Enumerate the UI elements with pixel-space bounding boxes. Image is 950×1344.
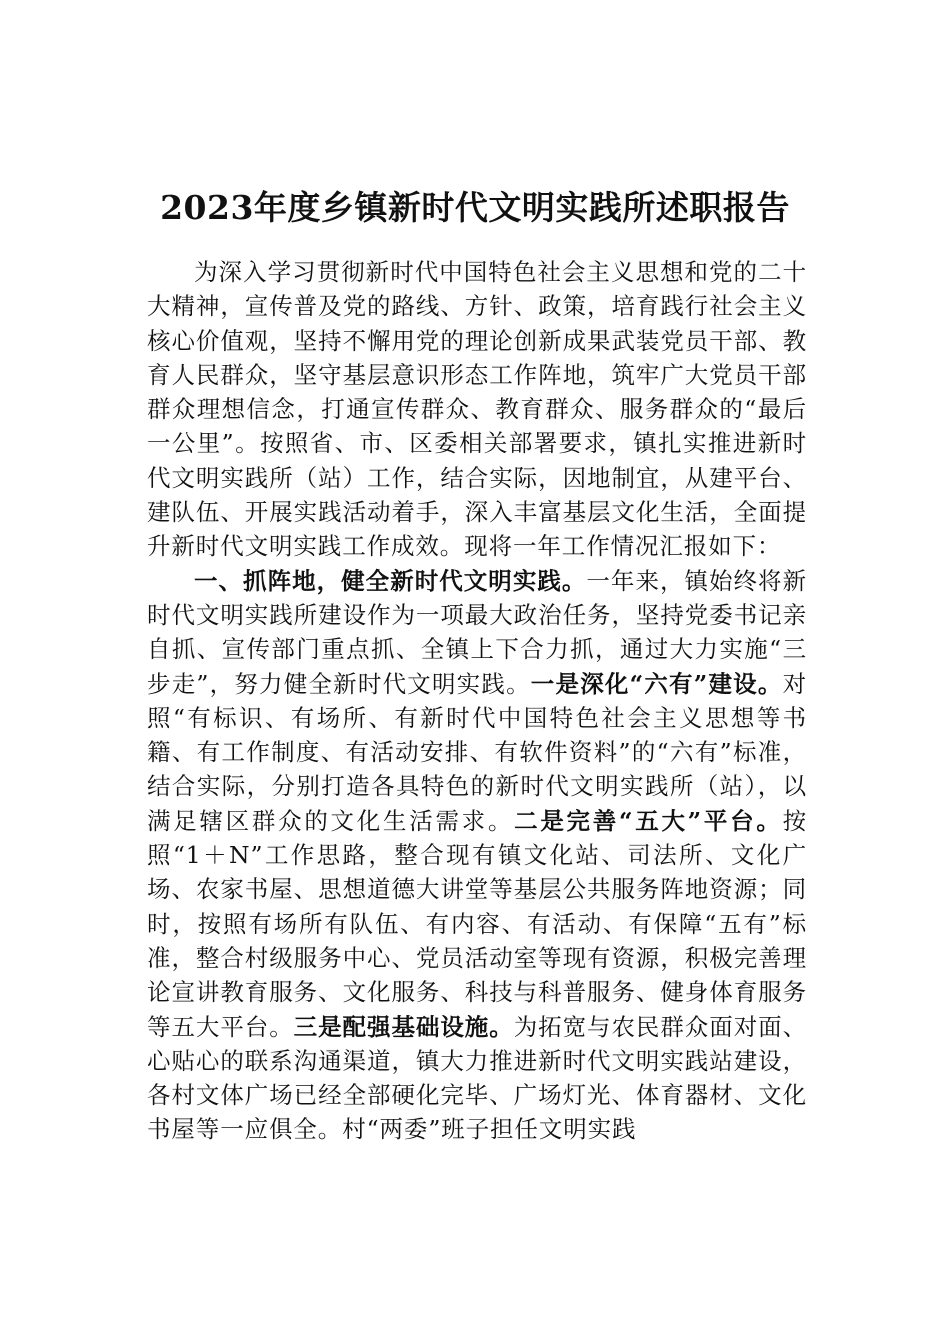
paragraph-text: 按照“1＋N”工作思路，整合现有镇文化站、司法所、文化广场、农家书屋、思想道德大讲堂等基层公共服务阵地资源；同时，按照有场所有队伍、有内容、有活动、有保障“五有”标准，整合村级服务中心、党员活动室等现有资源，积极完善理论宣讲教育服务、文化服务、科技与科普服务、健身体育服务等五大平台。 [147,806,807,1041]
intro-paragraph [147,255,807,564]
subsection-heading: 二是完善“五大”平台。 [514,806,783,835]
subsection-heading: 一是深化“六有”建设。 [530,669,783,698]
paragraph-text: 对照“有标识、有场所、有新时代中国特色社会主义思想等书籍、有工作制度、有活动安排、有软件资料”的“六有”标准，结合实际，分别打造各具特色的新时代文明实践所（站），以满足辖区群众的文化生活需求。 [147,669,807,835]
document-body [147,255,807,1147]
paragraph-text: 为深入学习贯彻新时代中国特色社会主义思想和党的二十大精神，宣传普及党的路线、方针、政策，培育践行社会主义核心价值观，坚持不懈用党的理论创新成果武装党员干部、教育人民群众，坚守基层意识形态工作阵地，筑牢广大党员干部群众理想信念，打通宣传群众、教育群众、服务群众的“最后一公里”。按照省、市、区委相关部署要求，镇扎实推进新时代文明实践所（站）工作，结合实际，因地制宜，从建平台、建队伍、开展实践活动着手，深入丰富基层文化生活，全面提升新时代文明实践工作成效。现将一年工作情况汇报如下： [147,258,807,561]
paragraph-text: 一年来，镇始终将新时代文明实践所建设作为一项最大政治任务，坚持党委书记亲自抓、宣传部门重点抓、全镇上下合力抓，通过大力实施“三步走”，努力健全新时代文明实践。 [147,566,807,698]
section-one-paragraph [147,564,807,1147]
subsection-heading: 三是配强基础设施。 [293,1012,514,1041]
document-title: 2023年度乡镇新时代文明实践所述职报告 [160,188,790,228]
paragraph-text: 为拓宽与农民群众面对面、心贴心的联系沟通渠道，镇大力推进新时代文明实践站建设，各村文体广场已经全部硬化完毕、广场灯光、体育器材、文化书屋等一应俱全。村“两委”班子担任文明实践 [147,1012,807,1144]
section-heading: 一、抓阵地，健全新时代文明实践。 [194,566,587,595]
